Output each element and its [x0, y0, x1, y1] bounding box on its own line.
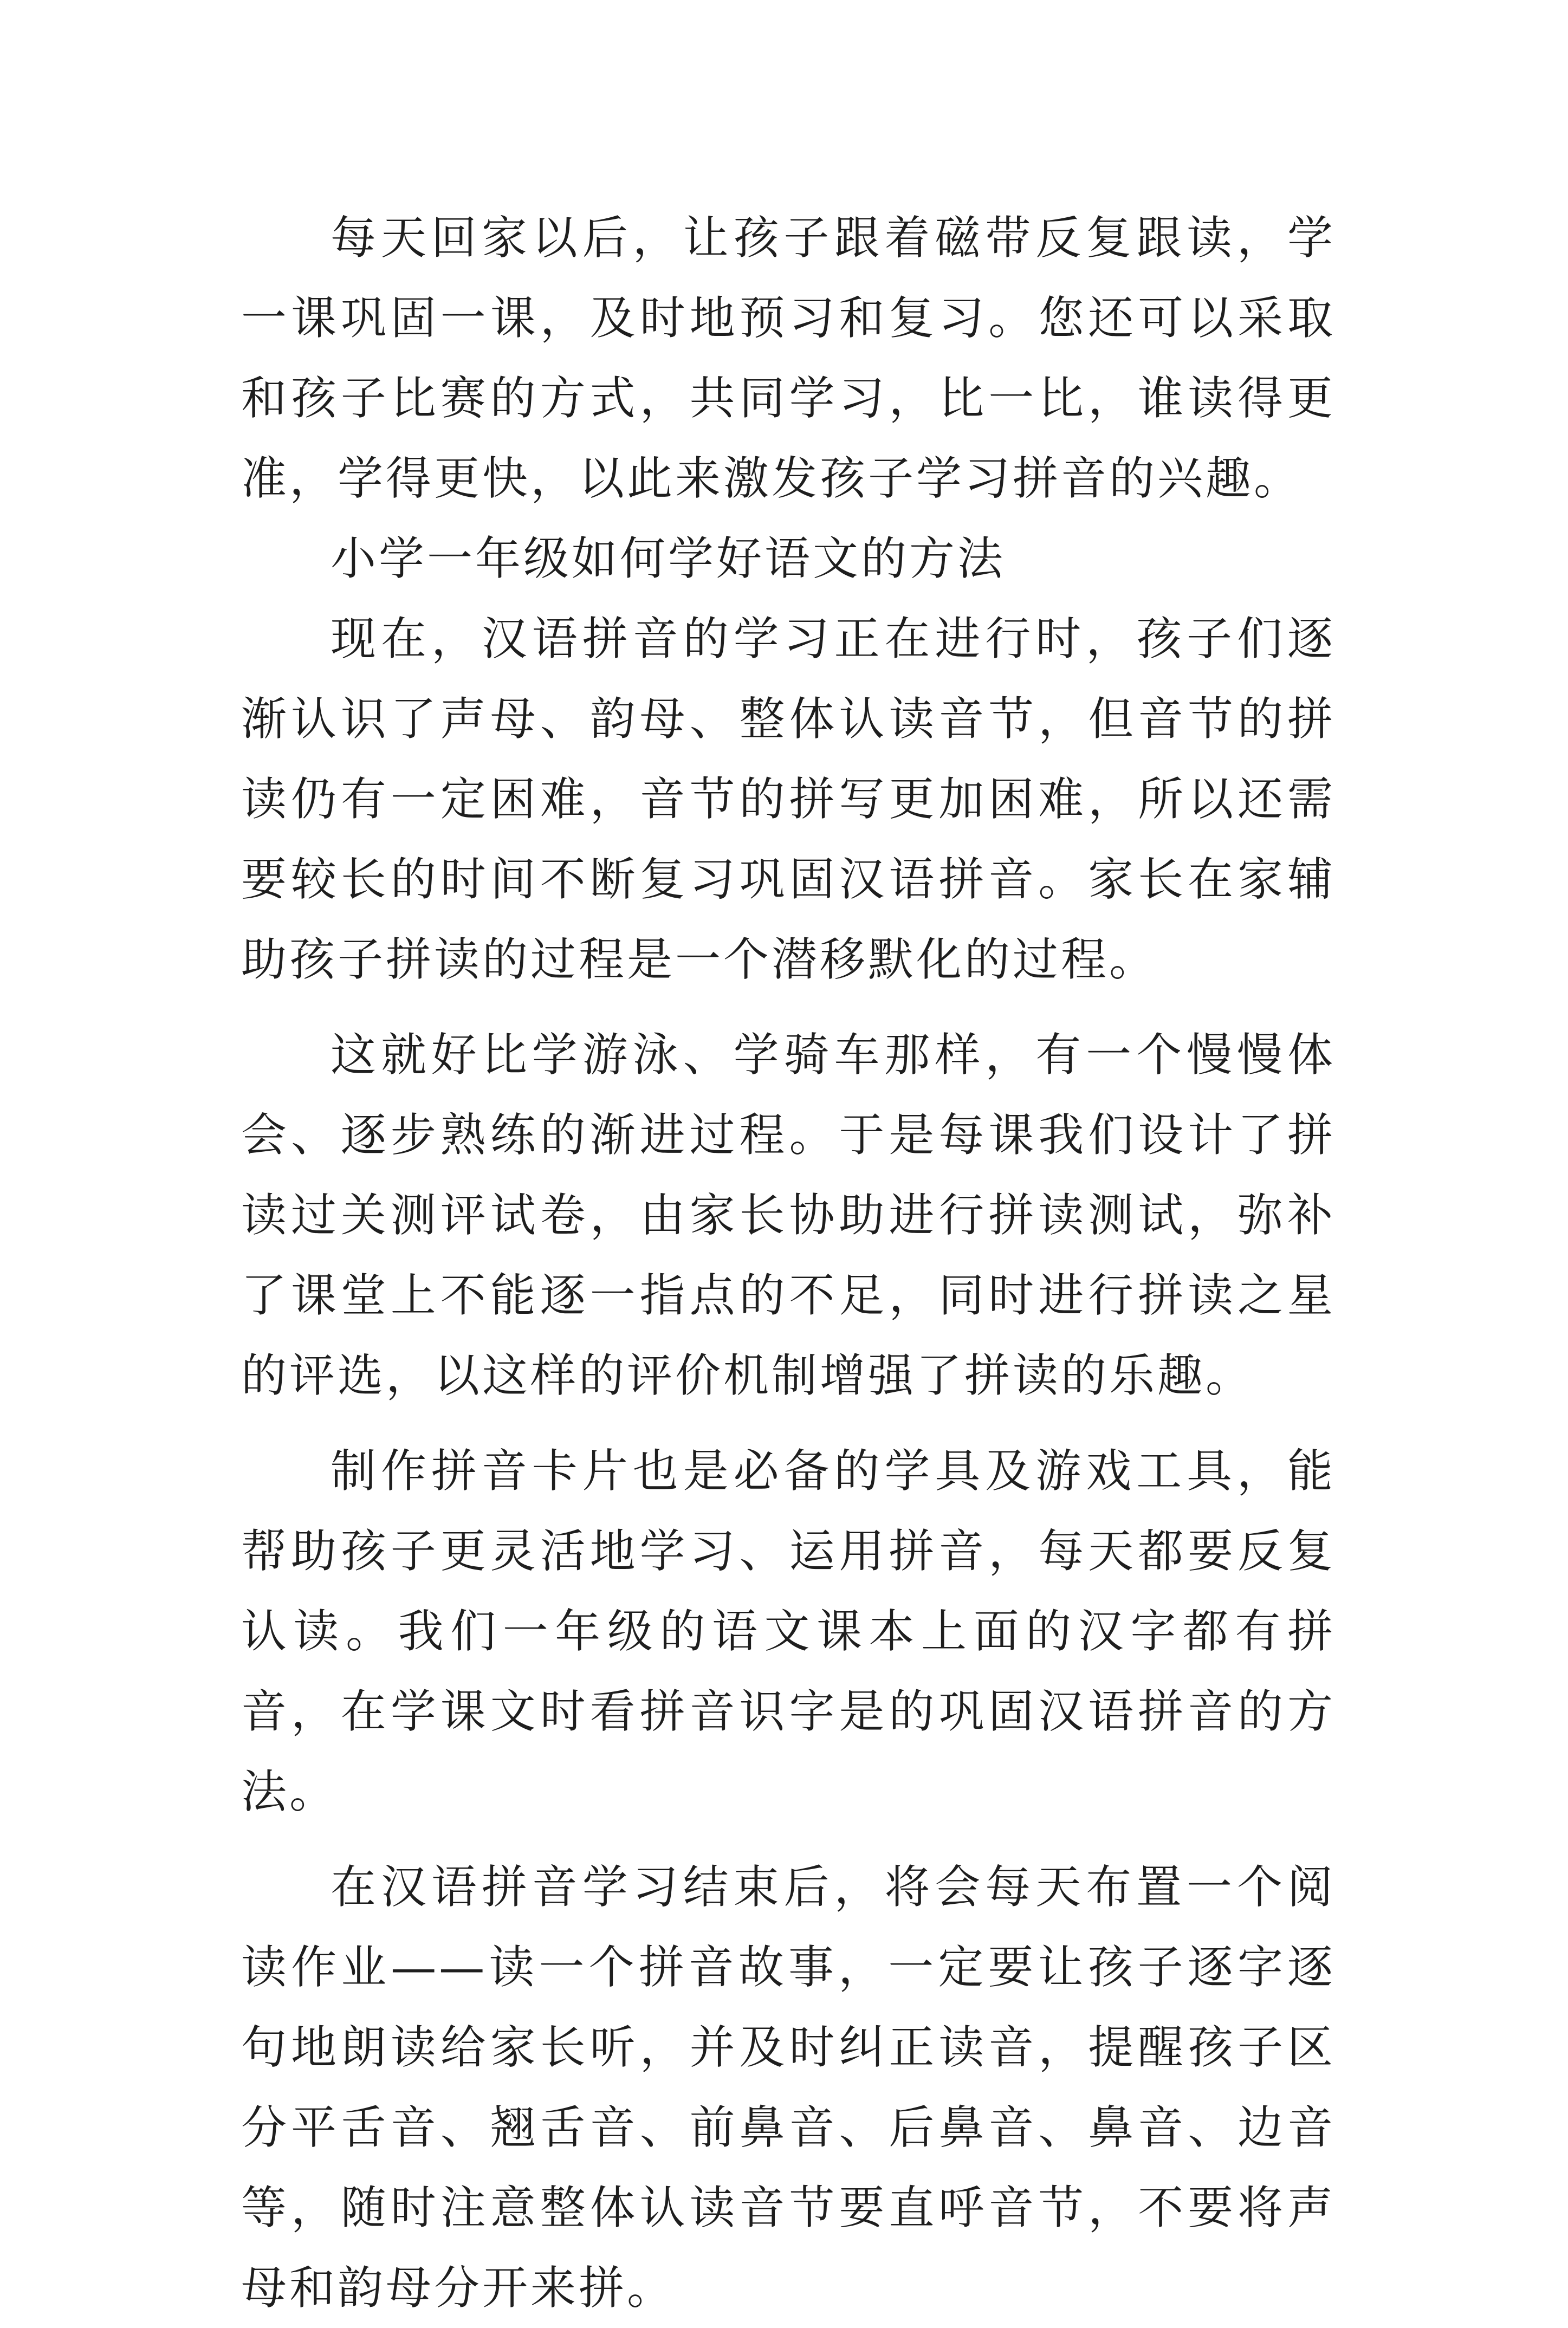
paragraph-pinyin-cards: 制作拼音卡片也是必备的学具及游戏工具，能帮助孩子更灵活地学习、运用拼音，每天都要反复认读。我们一年级的语文课本上面的汉字都有拼音，在学课文时看拼音识字是的巩固汉语拼音的方法。 [241, 1444, 1336, 1818]
paragraph-gap [241, 1832, 1336, 1847]
paragraph-gradual-process: 这就好比学游泳、学骑车那样，有一个慢慢体会、逐步熟练的渐进过程。于是每课我们设计了拼读过关测评试卷，由家长协助进行拼读测试，弥补了课堂上不能逐一指点的不足，同时进行拼读之星的评选，以这样的评价机制增强了拼读的乐趣。 [241, 1028, 1336, 1402]
paragraph-gap [241, 1416, 1336, 1431]
paragraph-practice-at-home: 每天回家以后，让孩子跟着磁带反复跟读，学一课巩固一课，及时地预习和复习。您还可以采取和孩子比赛的方式，共同学习，比一比，谁读得更准，学得更快，以此来激发孩子学习拼音的兴趣。 [241, 211, 1336, 505]
section-heading: 小学一年级如何学好语文的方法 [331, 532, 1006, 585]
document-body [241, 198, 1336, 2328]
paragraph-gap [241, 1000, 1336, 1015]
paragraph-reading-homework: 在汉语拼音学习结束后，将会每天布置一个阅读作业——读一个拼音故事，一定要让孩子逐字逐句地朗读给家长听，并及时纠正读音，提醒孩子区分平舌音、翘舌音、前鼻音、后鼻音、鼻音、边音等，随时注意整体认读音节要直呼音节，不要将声母和韵母分开来拼。 [241, 1860, 1336, 2314]
paragraph-pinyin-learning: 现在，汉语拼音的学习正在进行时，孩子们逐渐认识了声母、韵母、整体认读音节，但音节的拼读仍有一定困难，音节的拼写更加困难，所以还需要较长的时间不断复习巩固汉语拼音。家长在家辅助孩子拼读的过程是一个潜移默化的过程。 [241, 612, 1336, 986]
